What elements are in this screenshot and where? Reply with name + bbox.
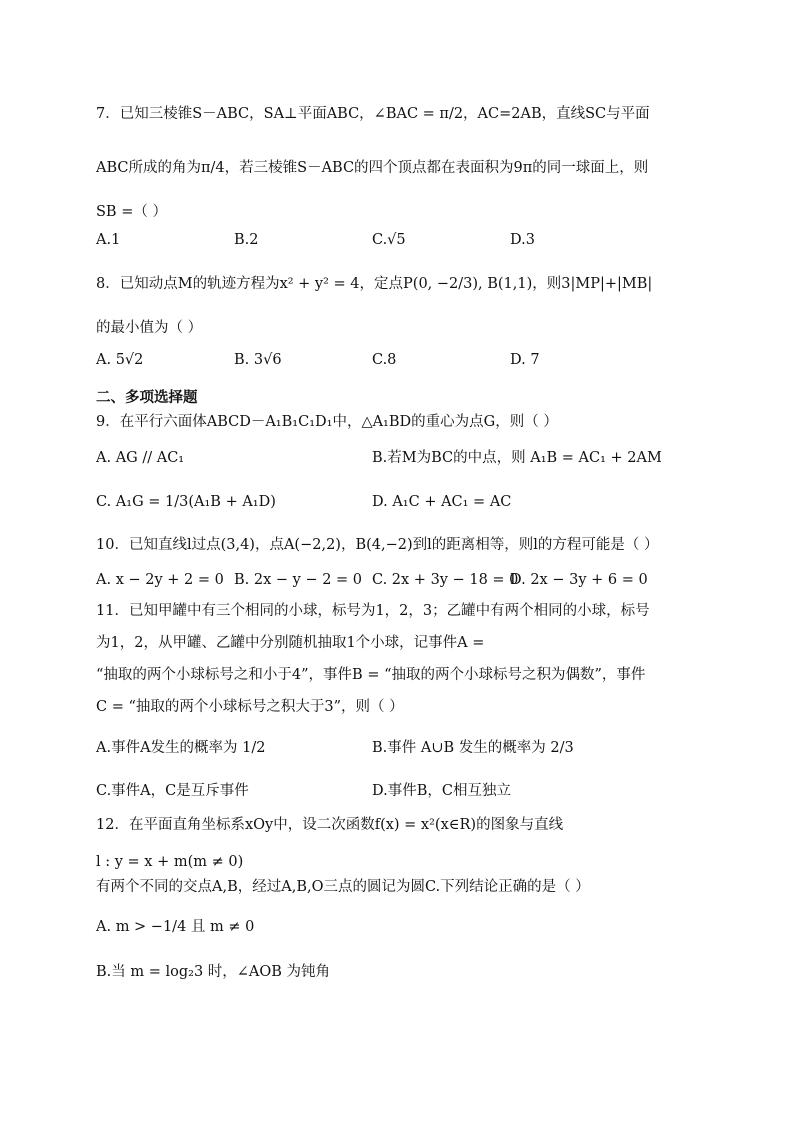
q7-option-a: A.1 (96, 232, 121, 248)
q7-option-c: C.√5 (372, 232, 406, 248)
section-heading: 二、多项选择题 (96, 390, 198, 406)
q7-line-1: 7．已知三棱锥S－ABC，SA⊥平面ABC，∠BAC = π/2，AC=2AB，直线SC与平面 (96, 106, 650, 122)
q8-line-2: 的最小值为（ ） (96, 320, 203, 336)
q8-line-1: 8．已知动点M的轨迹方程为x² + y² = 4，定点P(0, −2/3), B(1,1)，则3|MP|+|MB| (96, 276, 653, 292)
q12-line-1: 12．在平面直角坐标系xOy中，设二次函数f(x) = x²(x∈R)的图象与直线 (96, 817, 564, 833)
q11-option-a: A.事件A发生的概率为 1/2 (96, 740, 266, 756)
q9-option-c: C. A₁G = 1/3(A₁B + A₁D) (96, 494, 276, 510)
q10-line-1: 10．已知直线l过点(3,4)，点A(−2,2)，B(4,−2)到l的距离相等，则l的方程可能是（ ） (96, 537, 659, 553)
q9-option-a: A. AG // AC₁ (96, 450, 185, 466)
q11-option-b: B.事件 A∪B 发生的概率为 2/3 (372, 740, 574, 756)
q10-option-b: B. 2x − y − 2 = 0 (234, 572, 363, 588)
q9-line-1: 9．在平行六面体ABCD－A₁B₁C₁D₁中，△A₁BD的重心为点G，则（ ） (96, 414, 558, 430)
q11-line-1: 11．已知甲罐中有三个相同的小球，标号为1，2，3；乙罐中有两个相同的小球，标号 (96, 603, 650, 619)
q7-option-d: D.3 (510, 232, 535, 248)
q8-option-a: A. 5√2 (96, 352, 144, 368)
q12-option-a: A. m > −1/4 且 m ≠ 0 (96, 919, 255, 935)
q8-option-b: B. 3√6 (234, 352, 282, 368)
q7-option-b: B.2 (234, 232, 259, 248)
q7-line-3: SB =（ ） (96, 204, 167, 220)
q7-line-2: ABC所成的角为π/4，若三棱锥S－ABC的四个顶点都在表面积为9π的同一球面上，则 (96, 160, 649, 176)
q12-line-3: 有两个不同的交点A,B，经过A,B,O三点的圆记为圆C.下列结论正确的是（ ） (96, 879, 590, 895)
q11-line-4: C = “抽取的两个小球标号之积大于3”，则（ ） (96, 699, 404, 715)
q12-line-2: l : y = x + m(m ≠ 0) (96, 854, 244, 870)
q11-line-2: 为1，2，从甲罐、乙罐中分别随机抽取1个小球，记事件A = (96, 635, 485, 651)
q10-option-d: D. 2x − 3y + 6 = 0 (510, 572, 648, 588)
q11-line-3: “抽取的两个小球标号之和小于4”，事件B = “抽取的两个小球标号之积为偶数”，事件 (96, 667, 646, 683)
q11-option-d: D.事件B，C相互独立 (372, 783, 511, 799)
q10-option-c: C. 2x + 3y − 18 = 0 (372, 572, 519, 588)
q8-option-c: C.8 (372, 352, 397, 368)
q9-option-d: D. A₁C + AC₁ = AC (372, 494, 512, 510)
q12-option-b: B.当 m = log₂3 时，∠AOB 为钝角 (96, 964, 331, 980)
q8-option-d: D. 7 (510, 352, 540, 368)
q10-option-a: A. x − 2y + 2 = 0 (96, 572, 224, 588)
q9-option-b: B.若M为BC的中点，则 A₁B = AC₁ + 2AM (372, 450, 662, 466)
q11-option-c: C.事件A，C是互斥事件 (96, 783, 249, 799)
